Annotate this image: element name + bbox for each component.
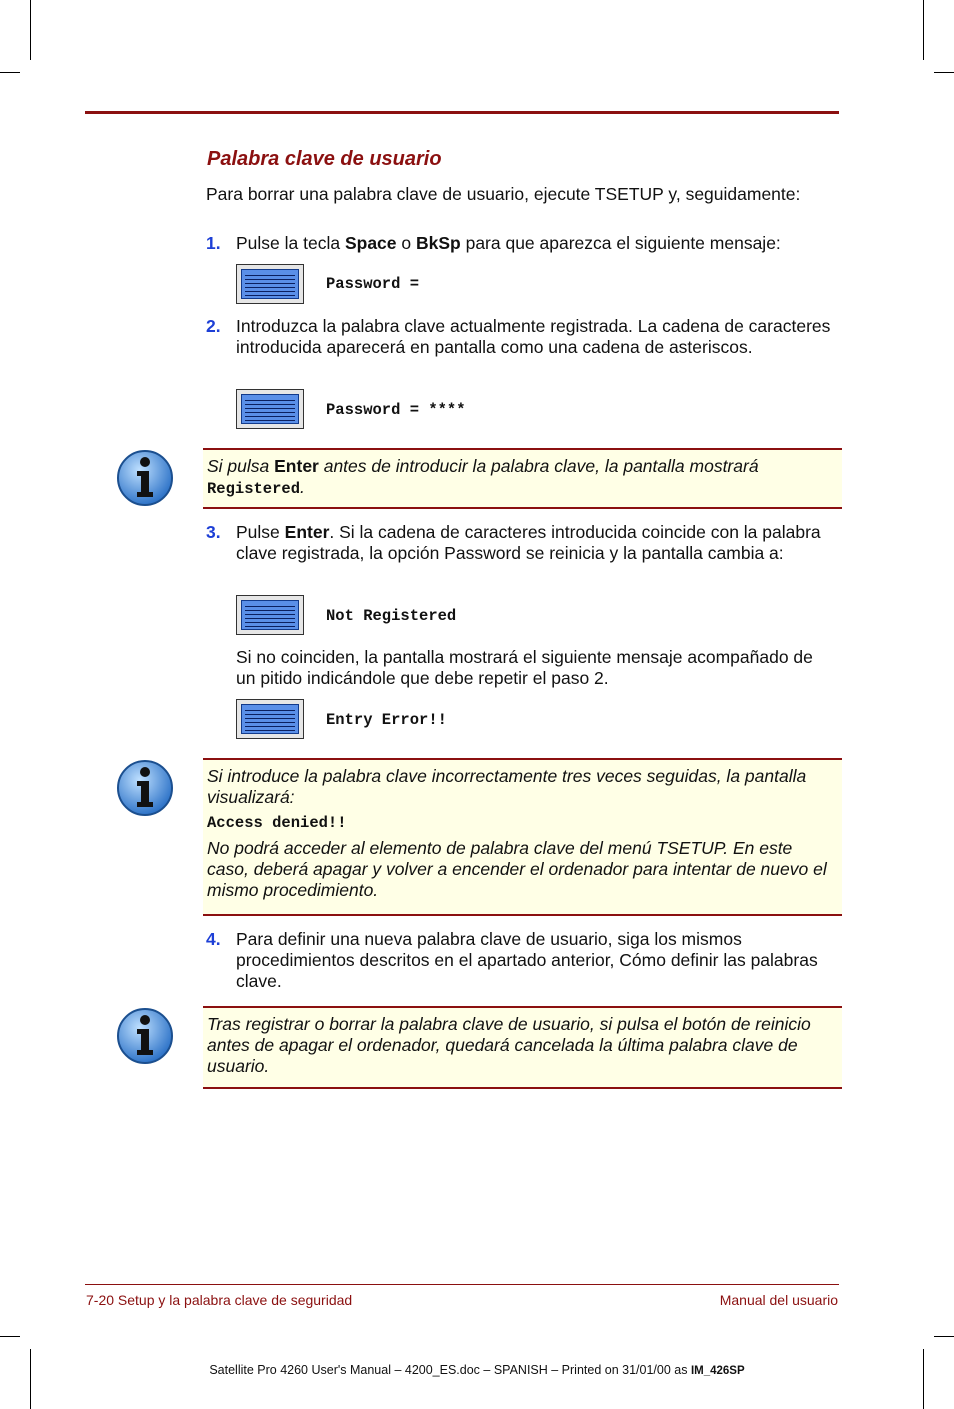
header-rule <box>85 111 839 114</box>
step-number: 1. <box>206 233 221 253</box>
step-2 <box>206 316 838 358</box>
crop-mark <box>934 1336 954 1337</box>
step-text: Introduzca la palabra clave actualmente registrada. La cadena de caracteres introducida aparecerá en pantalla como una cadena de asteriscos. <box>236 316 831 357</box>
screen-icon <box>236 264 304 304</box>
screen-icon <box>236 699 304 739</box>
step-number: 3. <box>206 522 221 542</box>
section-title: Palabra clave de usuario <box>207 148 442 170</box>
info-icon <box>116 449 174 507</box>
step-text: Para definir una nueva palabra clave de usuario, siga los mismos procedimientos descritos en el apartado anterior, Cómo definir las palabras clave. <box>236 929 818 991</box>
step-number: 4. <box>206 929 221 949</box>
note-code: Access denied!! <box>207 814 347 832</box>
step-3-followup: Si no coinciden, la pantalla mostrará el siguiente mensaje acompañado de un pitido indicándole que debe repetir el paso 2. <box>236 647 813 688</box>
info-icon <box>116 759 174 817</box>
step-text: Pulse Enter. Si la cadena de caracteres introducida coincide con la palabra clave registrada, la opción Password se reinicia y la pantalla cambia a: <box>236 522 821 563</box>
footer-chapter: 7-20 Setup y la palabra clave de seguridad <box>86 1292 353 1308</box>
screen-message: Not Registered <box>326 607 457 625</box>
note-box: Tras registrar o borrar la palabra clave de usuario, si pulsa el botón de reinicio antes de apagar el ordenador, quedará cancelada la última palabra clave de usuario. <box>203 1006 842 1089</box>
crop-mark <box>30 0 31 60</box>
screen-message: Password = <box>326 275 420 293</box>
info-icon <box>116 1007 174 1065</box>
screen-message: Entry Error!! <box>326 711 447 729</box>
footer-manual-title: Manual del usuario <box>719 1292 838 1308</box>
crop-mark <box>0 72 20 73</box>
intro-paragraph: Para borrar una palabra clave de usuario, ejecute TSETUP y, seguidamente: <box>206 184 801 204</box>
print-info: Satellite Pro 4260 User's Manual – 4200_ES.doc – SPANISH – Printed on 31/01/00 as IM_426SP <box>209 1363 745 1377</box>
crop-mark <box>923 1349 924 1409</box>
step-1 <box>206 233 838 254</box>
step-3 <box>206 522 838 564</box>
note-text: Si introduce la palabra clave incorrectamente tres veces seguidas, la pantalla visualizará: <box>207 766 807 807</box>
step-number: 2. <box>206 316 221 336</box>
crop-mark <box>934 72 954 73</box>
note-box <box>203 758 842 916</box>
note-text: No podrá acceder al elemento de palabra clave del menú TSETUP. En este caso, deberá apagar y volver a encender el ordenador para intentar de nuevo el mismo procedimiento. <box>207 838 827 900</box>
screen-message: Password = **** <box>326 401 466 419</box>
screen-icon <box>236 595 304 635</box>
crop-mark <box>30 1349 31 1409</box>
crop-mark <box>923 0 924 60</box>
note-box: Si pulsa Enter antes de introducir la palabra clave, la pantalla mostrará Registered. <box>203 448 842 509</box>
screen-icon <box>236 389 304 429</box>
step-4 <box>206 929 838 992</box>
crop-mark <box>0 1336 20 1337</box>
footer-rule <box>85 1284 839 1285</box>
step-text: Pulse la tecla Space o BkSp para que aparezca el siguiente mensaje: <box>236 233 781 253</box>
